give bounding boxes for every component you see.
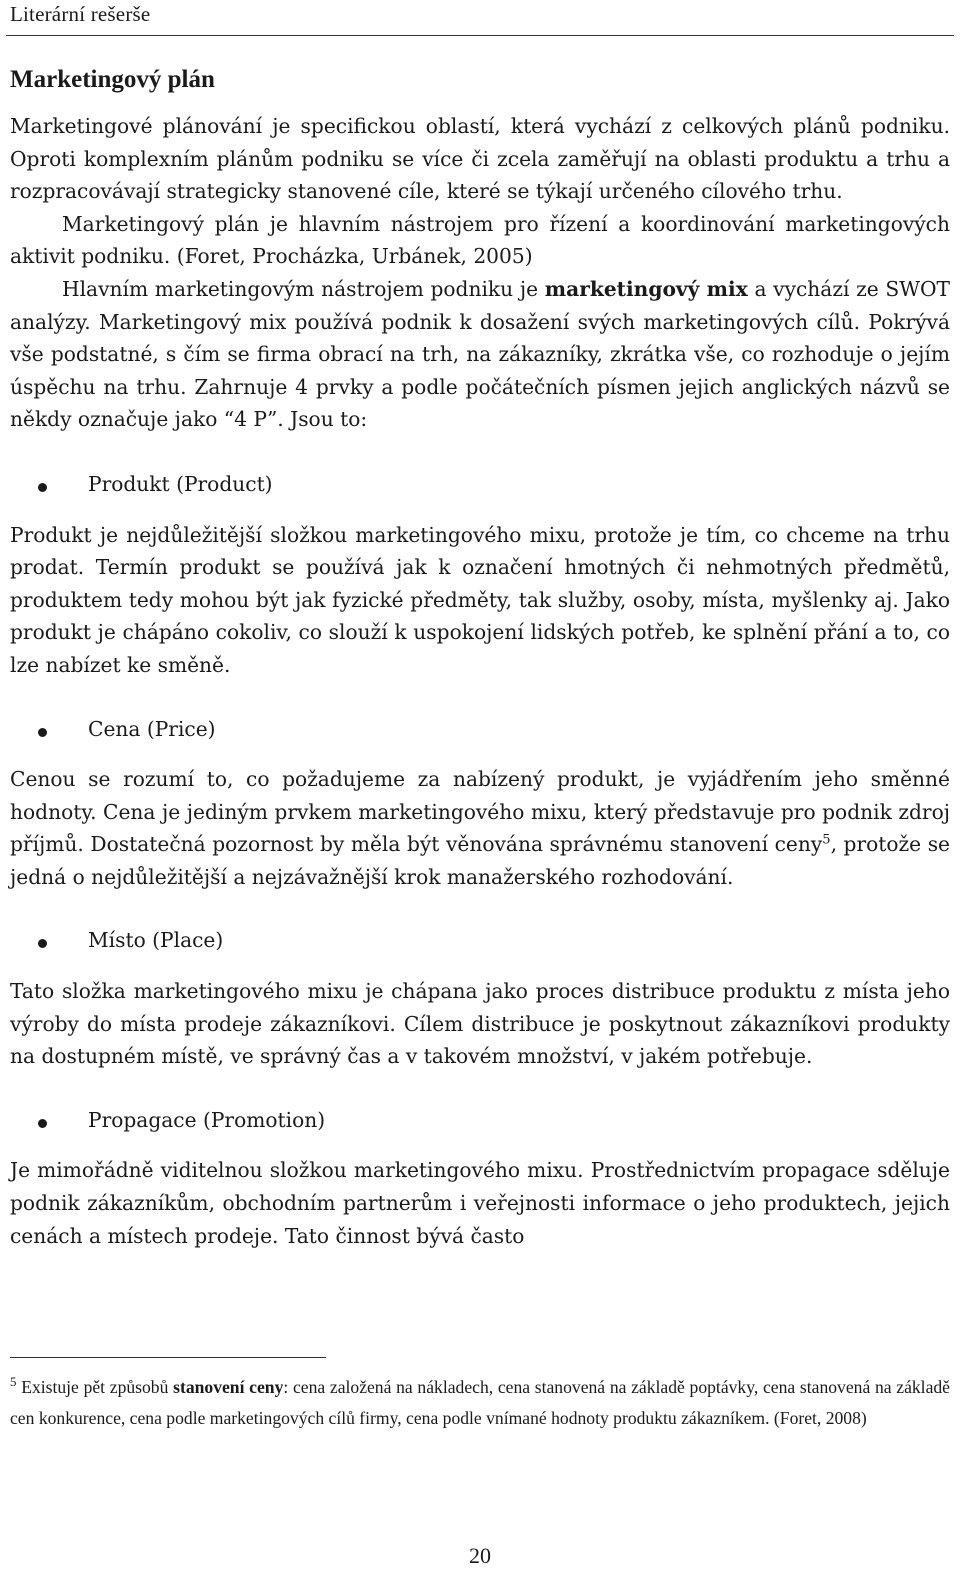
header-rule: [6, 35, 954, 36]
section-title: Marketingový plán: [10, 66, 215, 93]
bullet-item-place: [10, 924, 950, 957]
footnote-text-start: Existuje pět způsobů: [16, 1377, 174, 1397]
place-paragraph: Tato složka marketingového mixu je chápana jako proces distribuce produktu z místa jeho výroby do místa prodeje zákazníkovi. Cílem distribuce je poskytnout zákazníkovi produkty na dostupném místě, ve správný čas a v takovém množství, v jakém potřebuje.: [10, 979, 950, 1069]
bullet-label: Cena (Price): [88, 716, 216, 741]
footnote-text-end: : cena založená na nákladech, cena stanovená na základě poptávky, cena stanovená na základě cen konkurence, cena podle marketingových cílů firmy, cena podle vnímané hodnoty produktu zákazníkem. (Foret, 2008): [10, 1377, 950, 1428]
footnote-rule: [10, 1357, 326, 1358]
bullet-item-product: [10, 468, 950, 501]
bullet-icon: [38, 1119, 47, 1128]
footnote-number: 5: [10, 1374, 17, 1390]
running-header: Literární rešerše: [10, 2, 151, 26]
intro-paragraph: Marketingové plánování je specifickou oblastí, která vychází z celkových plánů podniku. Oproti komplexním plánům podniku se více či zcela zaměřují na oblasti produktu a trhu a rozpracovávají strategicky stanovené cíle, které se týkají určeného cílového trhu.: [10, 114, 950, 204]
footnote: [10, 1372, 950, 1434]
mix-text-end: a vychází ze SWOT analýzy. Marketingový mix používá podnik k dosažení svých marketingových cílů. Pokrývá vše podstatné, s čím se firma obrací na trh, na zákazníky, zkrátka vše, co rozhoduje o jejím úspěchu na trhu. Zahrnuje 4 prvky a podle počátečních písmen jejich anglických názvů se někdy označuje jako “4 P”. Jsou to:: [10, 276, 950, 432]
footnote-reference[interactable]: 5: [822, 832, 831, 848]
price-text-start: Cenou se rozumí to, co požadujeme za nabízený produkt, je vyjádřením jeho směnné hodnoty. Cena je jediným prvkem marketingového mixu, který představuje pro podnik zdroj příjmů. Dostatečná pozornost by měla být věnována správnému stanovení ceny: [10, 767, 950, 857]
bullet-item-price: [10, 713, 950, 746]
promotion-paragraph: Je mimořádně viditelnou složkou marketingového mixu. Prostřednictvím propagace sděluje podnik zákazníkům, obchodním partnerům i veřejnosti informace o jeho produktech, jejich cenách a místech prodeje. Tato činnost bývá často: [10, 1158, 950, 1248]
bullet-label: Produkt (Product): [88, 471, 273, 496]
mix-term: marketingový mix: [544, 276, 748, 301]
price-text-end: , protože se jedná o nejdůležitější a nejzávažnější krok manažerského rozhodování.: [10, 832, 950, 889]
footnote-term: stanovení ceny: [173, 1377, 284, 1397]
mix-text-start: Hlavním marketingovým nástrojem podniku je: [62, 276, 545, 301]
product-paragraph: Produkt je nejdůležitější složkou marketingového mixu, protože je tím, co chceme na trhu prodat. Termín produkt se používá jak k označení hmotných či nehmotných předmětů, produktem tedy mohou být jak fyzické předměty, tak služby, osoby, místa, myšlenky aj. Jako produkt je chápáno cokoliv, co slouží k uspokojení lidských potřeb, ke splnění přání a to, co lze nabízet ke směně.: [10, 522, 950, 677]
bullet-label: Místo (Place): [88, 928, 224, 953]
page-number: 20: [469, 1543, 491, 1568]
price-paragraph: [10, 763, 950, 893]
plan-paragraph: Marketingový plán je hlavním nástrojem pro řízení a koordinování marketingových aktivit podniku. (Foret, Procházka, Urbánek, 2005): [10, 211, 950, 269]
mix-paragraph: [10, 273, 950, 436]
bullet-item-promotion: [10, 1104, 950, 1137]
body-text: [10, 110, 950, 1252]
bullet-icon: [38, 728, 47, 737]
bullet-icon: [38, 483, 47, 492]
bullet-icon: [38, 939, 47, 948]
bullet-label: Propagace (Promotion): [88, 1107, 326, 1132]
